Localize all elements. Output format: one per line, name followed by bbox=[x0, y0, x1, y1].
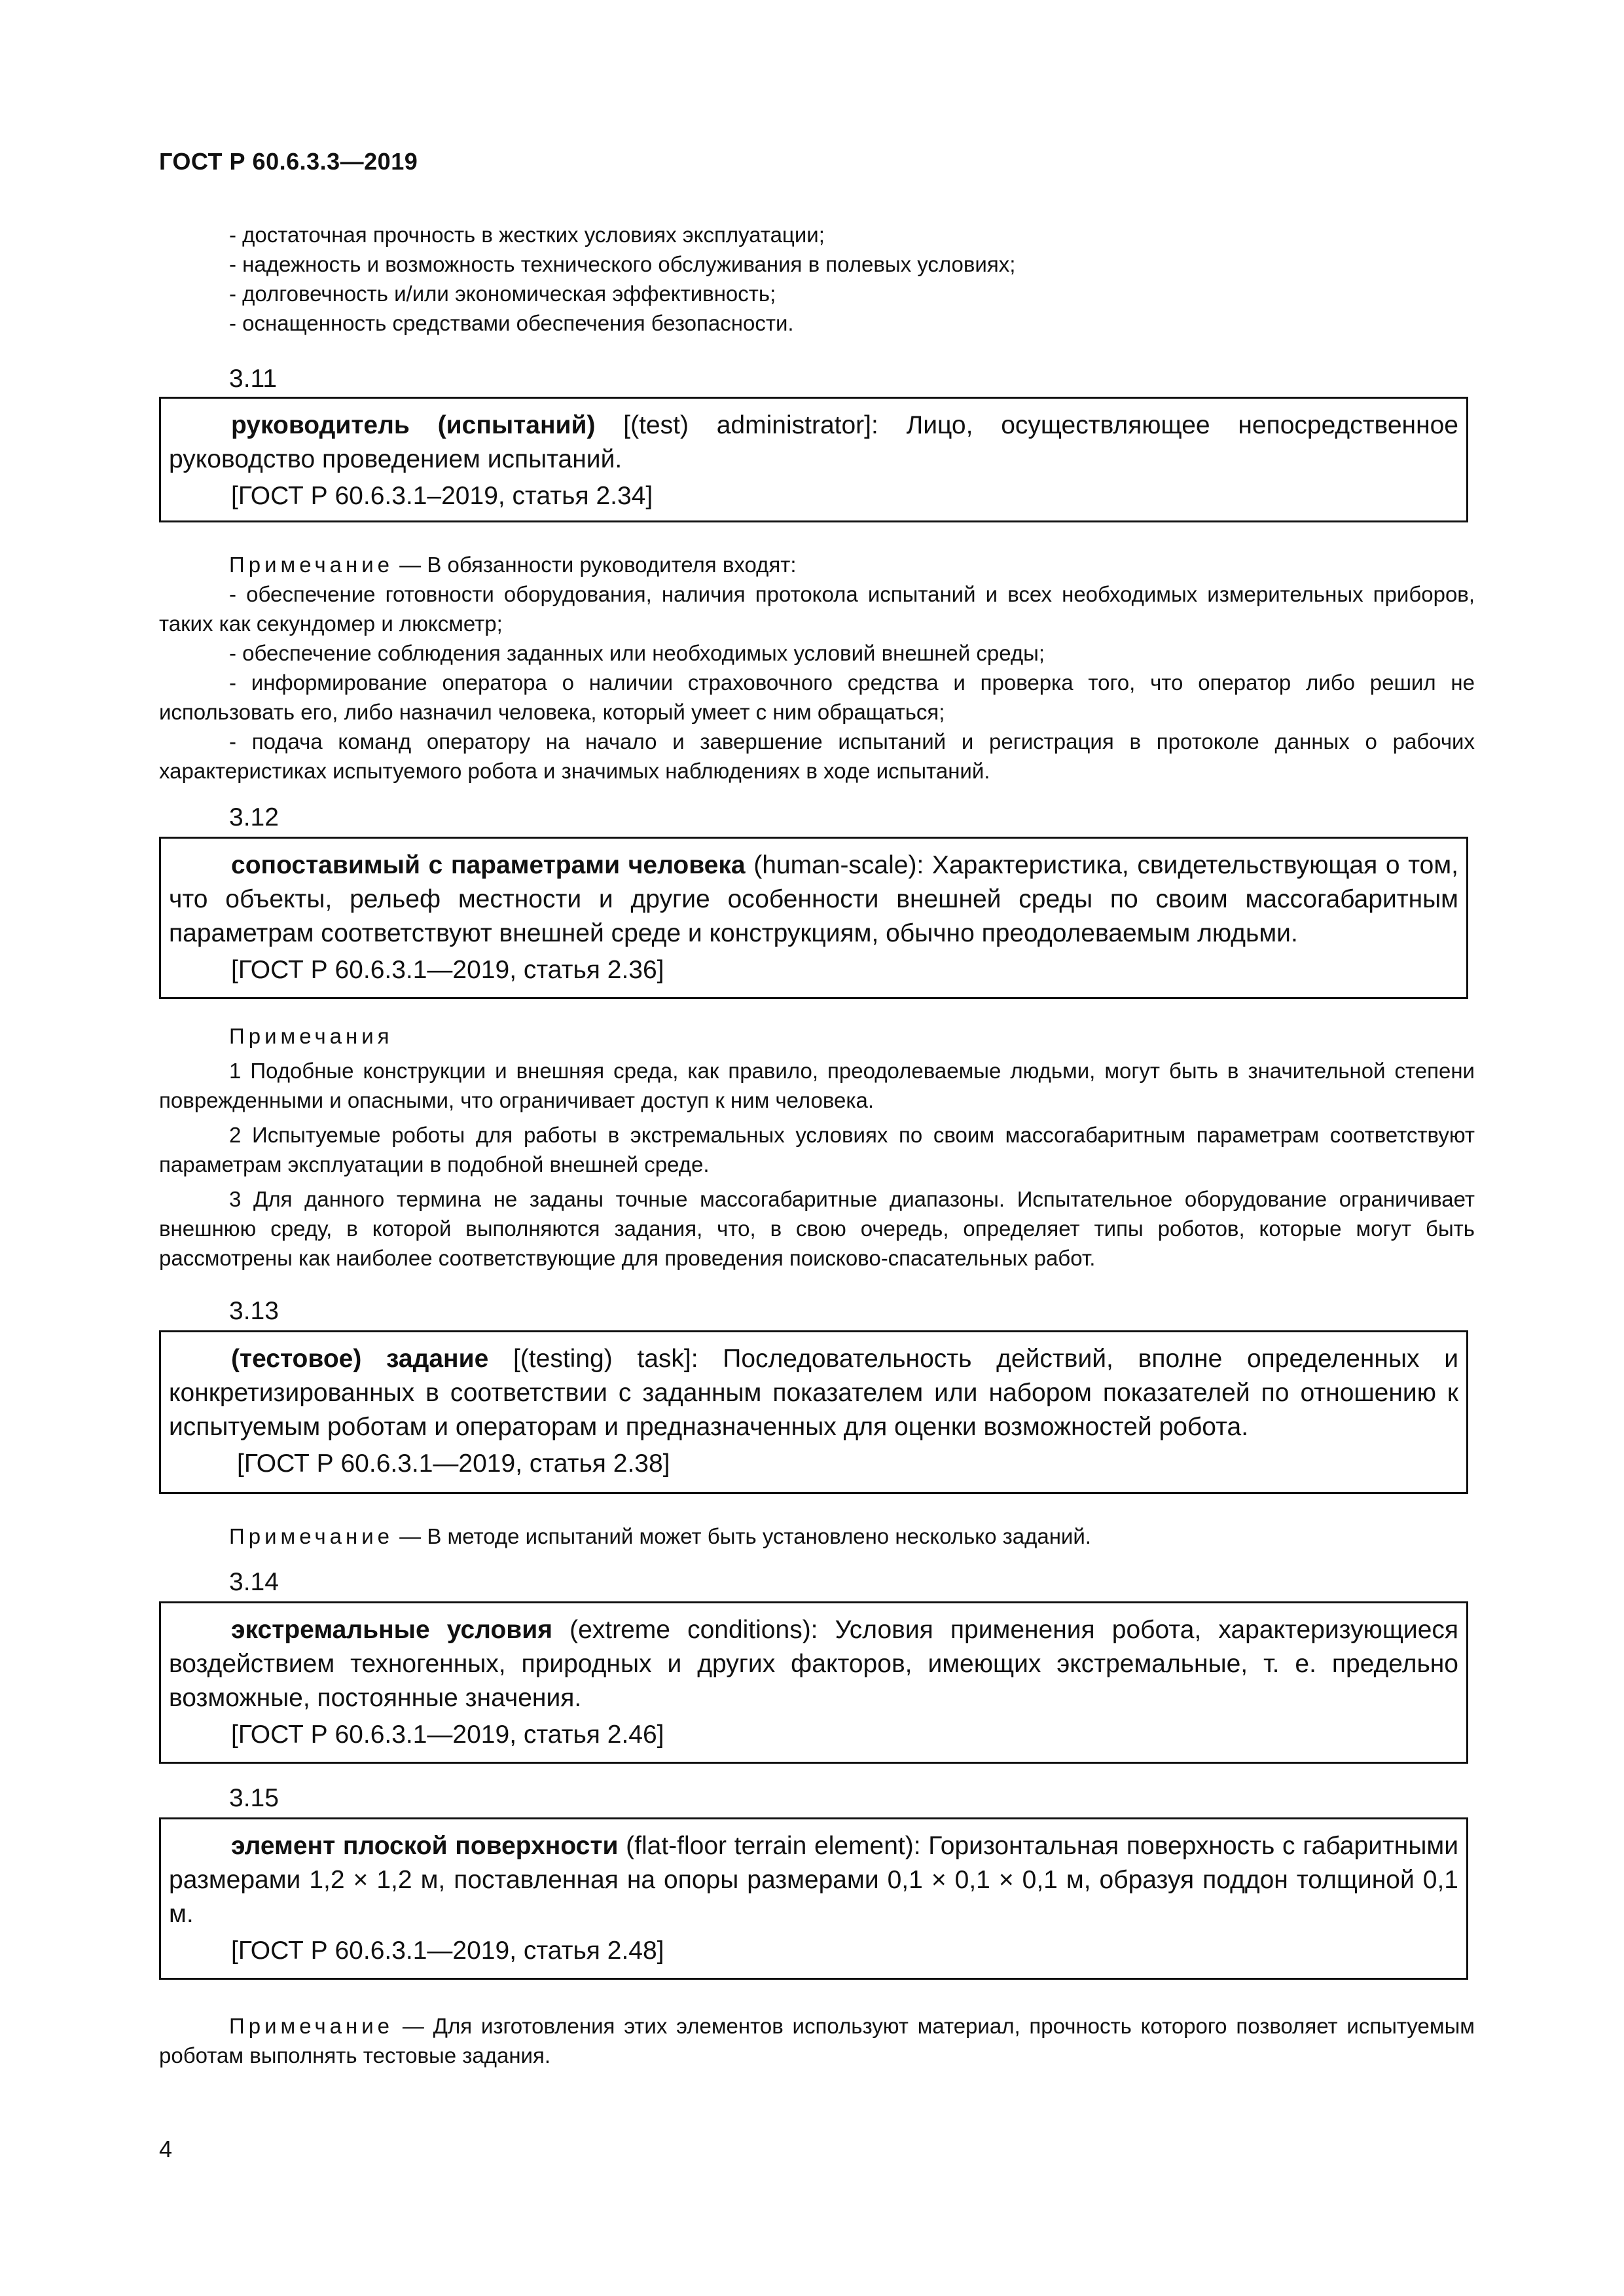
note-line bbox=[159, 2011, 1475, 2070]
notes-label: Примечания bbox=[229, 1024, 393, 1048]
page-number: 4 bbox=[159, 2136, 173, 2162]
term-number-3-14: 3.14 bbox=[229, 1568, 279, 1596]
term-text: [(test) administrator]: Лицо, осуществляющее непосредственное руководство проведением испытаний. bbox=[169, 411, 1458, 473]
note-label: Примечание bbox=[229, 553, 394, 577]
list-item: - долговечность и/или экономическая эффективность; bbox=[229, 282, 776, 306]
term-title: элемент плоской поверхности bbox=[231, 1832, 619, 1860]
list-item: - достаточная прочность в жестких условиях эксплуатации; bbox=[229, 223, 825, 247]
term-source: [ГОСТ Р 60.6.3.1—2019, статья 2.48] bbox=[231, 1937, 664, 1965]
term-box-3-13 bbox=[159, 1330, 1468, 1494]
term-definition bbox=[169, 1613, 1458, 1715]
term-number-3-11: 3.11 bbox=[229, 365, 278, 393]
intro-list bbox=[159, 220, 1475, 338]
term-box-3-11 bbox=[159, 397, 1468, 522]
page-header-title: ГОСТ Р 60.6.3.3—2019 bbox=[159, 148, 418, 175]
note-3-15 bbox=[159, 2011, 1475, 2070]
note-3-11 bbox=[159, 550, 1475, 786]
term-number-3-13: 3.13 bbox=[229, 1297, 279, 1325]
note-item: - обеспечение готовности оборудования, наличия протокола испытаний и всех необходимых измерительных приборов, таких как секундомер и люксметр; bbox=[159, 582, 1475, 636]
term-source: [ГОСТ Р 60.6.3.1—2019, статья 2.46] bbox=[231, 1721, 664, 1749]
term-text: (flat-floor terrain element): Горизонтальная поверхность с габаритными размерами 1,2 × 1,2 м, поставленная на опоры размерами 0,1 × 0,1 × 0,1 м, образуя поддон толщиной 0,1 м. bbox=[169, 1832, 1458, 1928]
term-title: экстремальные условия bbox=[231, 1616, 552, 1644]
note-item: - подача команд оператору на начало и завершение испытаний и регистрация в протоколе данных о рабочих характеристиках испытуемого робота и значимых наблюдениях в ходе испытаний. bbox=[159, 729, 1475, 783]
term-title: (тестовое) задание bbox=[231, 1345, 489, 1373]
term-source: [ГОСТ Р 60.6.3.1—2019, статья 2.38] bbox=[237, 1449, 670, 1478]
term-number-3-15: 3.15 bbox=[229, 1784, 279, 1812]
term-source: [ГОСТ Р 60.6.3.1—2019, статья 2.36] bbox=[231, 956, 664, 984]
note-label: Примечание bbox=[229, 1524, 394, 1548]
term-definition bbox=[169, 409, 1458, 477]
note-item: - обеспечение соблюдения заданных или необходимых условий внешней среды; bbox=[229, 641, 1045, 665]
note-intro bbox=[159, 550, 1475, 579]
term-number-3-12: 3.12 bbox=[229, 803, 279, 831]
note-item: 1 Подобные конструкции и внешняя среда, как правило, преодолеваемые людьми, могут быть в значительной степени поврежденными и опасными, что ограничивает доступ к ним человека. bbox=[159, 1059, 1475, 1112]
term-text: (extreme conditions): Условия применения робота, характеризующиеся воздействием техногенных, природных и других факторов, имеющих экстремальные, т. е. предельно возможные, постоянные значения. bbox=[169, 1616, 1458, 1712]
note-line bbox=[159, 1522, 1475, 1551]
term-text: [(testing) task]: Последовательность действий, вполне определенных и конкретизированных в соответствии с заданным показателем или набором показателей по отношению к испытуемым роботам и операторам и предназначенных для оценки возможностей робота. bbox=[169, 1345, 1458, 1441]
term-box-3-15 bbox=[159, 1817, 1468, 1980]
note-text: — В обязанности руководителя входят: bbox=[393, 553, 797, 577]
note-item: - информирование оператора о наличии страховочного средства и проверка того, что оператор либо решил не использовать его, либо назначил человека, который умеет с ним обращаться; bbox=[159, 670, 1475, 724]
note-item: 2 Испытуемые роботы для работы в экстремальных условиях по своим массогабаритным параметрам соответствуют параметрам эксплуатации в подобной внешней среде. bbox=[159, 1123, 1475, 1176]
note-text: — Для изготовления этих элементов используют материал, прочность которого позволяет испытуемым роботам выполнять тестовые задания. bbox=[159, 2014, 1475, 2068]
term-source: [ГОСТ Р 60.6.3.1–2019, статья 2.34] bbox=[231, 482, 653, 510]
notes-3-12 bbox=[159, 1021, 1475, 1273]
note-label: Примечание bbox=[229, 2014, 394, 2038]
term-box-3-14 bbox=[159, 1601, 1468, 1764]
term-text: (human-scale): Характеристика, свидетельствующая о том, что объекты, рельеф местности и другие особенности внешней среды по своим массогабаритным параметрам соответствуют внешней среде и конструкциям, обычно преодолеваемым людьми. bbox=[169, 851, 1458, 947]
note-item: 3 Для данного термина не заданы точные массогабаритные диапазоны. Испытательное оборудование ограничивает внешнюю среду, в которой выполняются задания, что, в свою очередь, определяет типы роботов, которые могут быть рассмотрены как наиболее соответствующие для проведения поисково-спасательных работ. bbox=[159, 1187, 1475, 1270]
term-definition bbox=[169, 1342, 1458, 1444]
term-title: руководитель (испытаний) bbox=[231, 411, 596, 439]
list-item: - надежность и возможность технического обслуживания в полевых условиях; bbox=[229, 252, 1016, 276]
note-3-13 bbox=[159, 1522, 1475, 1551]
note-text: — В методе испытаний может быть установлено несколько заданий. bbox=[393, 1524, 1091, 1548]
term-box-3-12 bbox=[159, 837, 1468, 999]
list-item: - оснащенность средствами обеспечения безопасности. bbox=[229, 311, 794, 335]
term-definition bbox=[169, 1829, 1458, 1931]
term-title: сопоставимый с параметрами человека bbox=[231, 851, 746, 879]
term-definition bbox=[169, 848, 1458, 951]
